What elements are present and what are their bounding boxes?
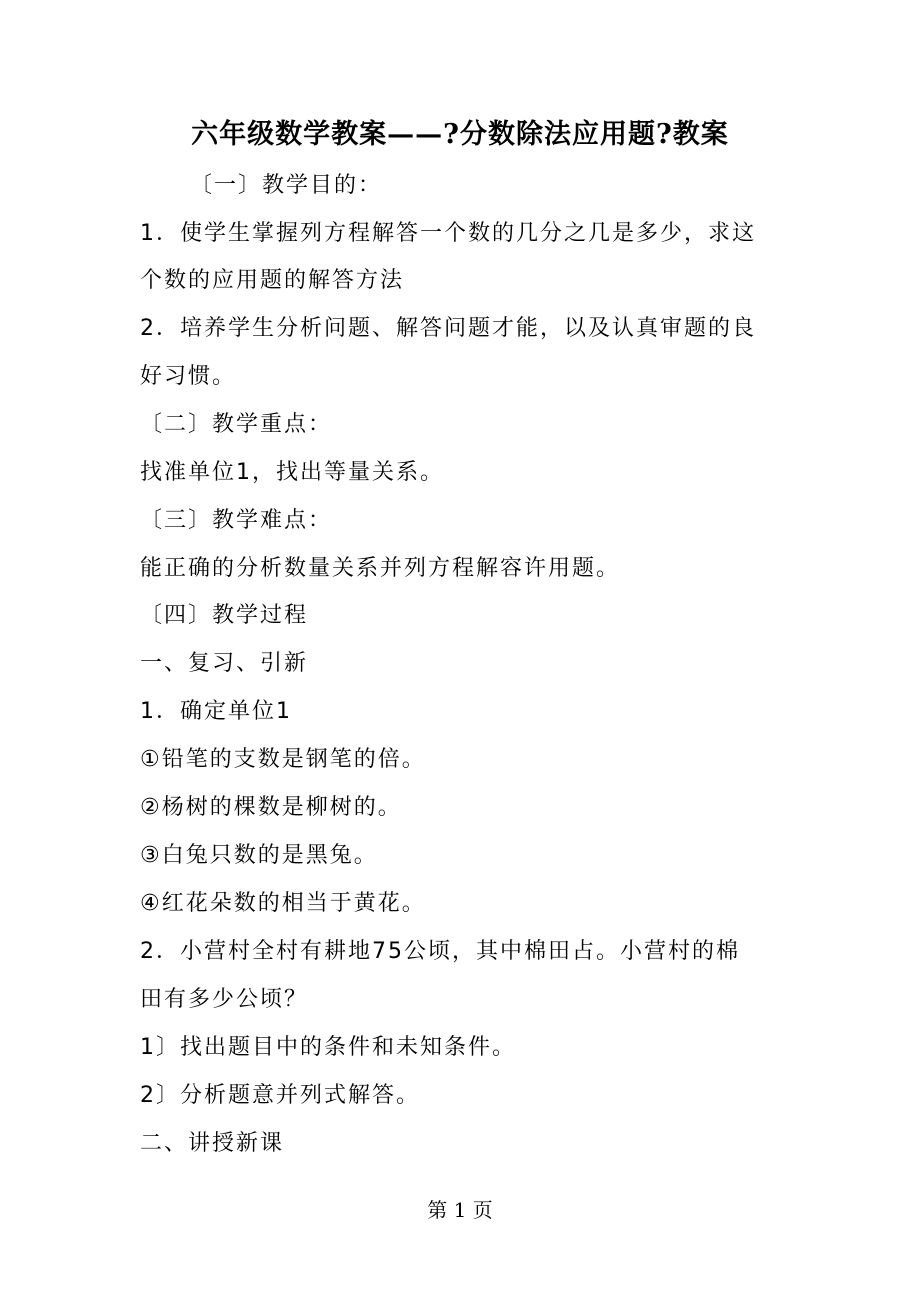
- footer-prefix: 第: [427, 1198, 448, 1222]
- paragraph-line: 找准单位1，找出等量关系。: [140, 460, 444, 485]
- paragraph-line: 1．使学生掌握列方程解答一个数的几分之几是多少，求这: [140, 221, 756, 246]
- section-heading-process: 〔四〕教学过程: [140, 603, 309, 628]
- subheading-new-lesson: 二、讲授新课: [140, 1131, 285, 1156]
- paragraph-line: 1．确定单位1: [140, 699, 292, 724]
- paragraph-line: 2．培养学生分析问题、解答问题才能，以及认真审题的良: [140, 316, 756, 341]
- list-item: ③白兔只数的是黑兔。: [140, 843, 378, 868]
- paragraph-line: 个数的应用题的解答方法: [140, 268, 405, 293]
- document-title: 六年级数学教案——?分数除法应用题?教案: [191, 119, 729, 150]
- paragraph-line: 好习惯。: [140, 364, 237, 389]
- section-heading-key-points: 〔二〕教学重点：: [140, 412, 333, 437]
- page-footer: [0, 1196, 920, 1224]
- list-item: ②杨树的棵数是柳树的。: [140, 795, 402, 820]
- subheading-review: 一、复习、引新: [140, 651, 309, 676]
- section-heading-difficulties: 〔三〕教学难点：: [140, 508, 333, 533]
- paragraph-line: 2．小营村全村有耕地75公顷，其中棉田占。小营村的棉: [140, 939, 740, 964]
- list-item: ①铅笔的支数是钢笔的倍。: [140, 747, 426, 772]
- list-item: 2〕分析题意并列式解答。: [140, 1083, 420, 1108]
- page-number: 1: [453, 1198, 467, 1222]
- list-item: 1〕找出题目中的条件和未知条件。: [140, 1035, 516, 1060]
- section-heading-objectives: 〔一〕教学目的：: [190, 173, 383, 198]
- paragraph-line: 田有多少公顷？: [140, 987, 309, 1012]
- paragraph-line: 能正确的分析数量关系并列方程解容许用题。: [140, 556, 621, 581]
- list-item: ④红花朵数的相当于黄花。: [140, 891, 426, 916]
- footer-suffix: 页: [472, 1198, 493, 1222]
